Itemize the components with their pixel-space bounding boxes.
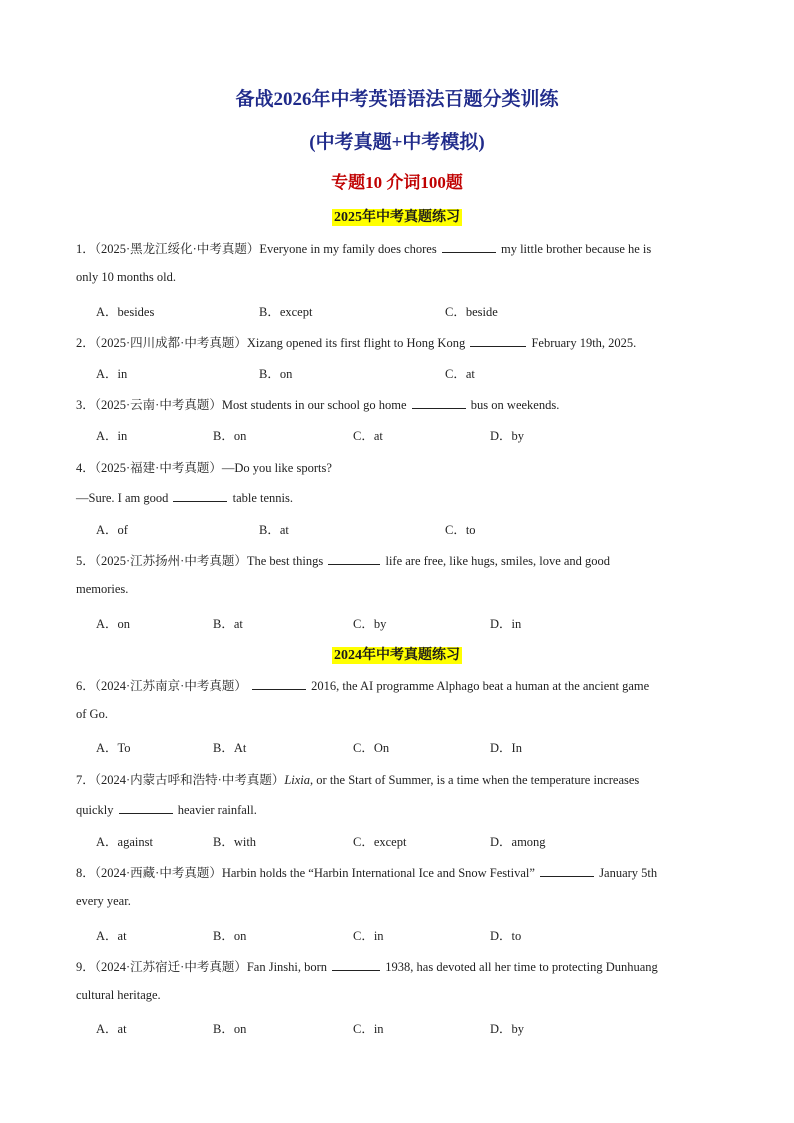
answer-blank[interactable]: [442, 240, 496, 253]
document-subtitle: (中考真题+中考模拟): [309, 132, 485, 153]
question-6-stem-cont: of Go.: [76, 707, 108, 721]
q5-option-b[interactable]: B．at: [213, 617, 243, 631]
q3-option-d[interactable]: D．by: [490, 429, 525, 443]
question-5-stem: 5．（2025·江苏扬州·中考真题）The best things life are free, like hugs, smiles, love and good: [76, 554, 611, 568]
q7-option-c[interactable]: C．except: [353, 835, 407, 849]
q7-option-d[interactable]: D．among: [490, 835, 546, 849]
section-heading-2024: 2024年中考真题练习: [334, 648, 460, 663]
q6-option-b[interactable]: B．At: [213, 741, 247, 755]
question-8-stem-cont: every year.: [76, 894, 131, 908]
question-1-stem-cont: only 10 months old.: [76, 270, 177, 284]
question-1-stem: 1．（2025·黑龙江绥化·中考真题）Everyone in my family does chores my little brother because he is: [76, 242, 652, 256]
q6-option-c[interactable]: C．On: [353, 741, 390, 755]
q4-option-b[interactable]: B．at: [259, 523, 289, 537]
q2-option-c[interactable]: C．at: [445, 367, 475, 381]
q7-option-b[interactable]: B．with: [213, 835, 257, 849]
answer-blank[interactable]: [252, 677, 306, 690]
q1-option-c[interactable]: C．beside: [445, 305, 498, 319]
q1-option-a[interactable]: A．besides: [96, 305, 155, 319]
q9-option-a[interactable]: A．at: [96, 1022, 127, 1036]
question-4-stem: 4．（2025·福建·中考真题）—Do you like sports?: [76, 461, 332, 475]
q8-option-b[interactable]: B．on: [213, 929, 247, 943]
q3-option-c[interactable]: C．at: [353, 429, 383, 443]
answer-blank[interactable]: [328, 552, 380, 565]
q8-option-c[interactable]: C．in: [353, 929, 384, 943]
q5-option-a[interactable]: A．on: [96, 617, 131, 631]
topic-title: 专题10 介词100题: [331, 173, 463, 192]
q9-option-c[interactable]: C．in: [353, 1022, 384, 1036]
answer-blank[interactable]: [412, 396, 466, 409]
q4-option-a[interactable]: A．of: [96, 523, 128, 537]
q8-option-d[interactable]: D．to: [490, 929, 522, 943]
q6-option-a[interactable]: A．To: [96, 741, 131, 755]
q3-option-b[interactable]: B．on: [213, 429, 247, 443]
question-7-stem-cont: quickly heavier rainfall.: [76, 803, 257, 817]
q7-option-a[interactable]: A．against: [96, 835, 153, 849]
q8-option-a[interactable]: A．at: [96, 929, 127, 943]
question-7-stem: 7．（2024·内蒙古呼和浩特·中考真题）Lixia, or the Start of Summer, is a time when the temperature increases: [76, 773, 640, 787]
question-2-stem: 2．（2025·四川成都·中考真题）Xizang opened its first flight to Hong Kong February 19th, 2025.: [76, 336, 637, 350]
q2-option-b[interactable]: B．on: [259, 367, 293, 381]
section-heading-2025: 2025年中考真题练习: [334, 210, 460, 225]
question-3-stem: 3．（2025·云南·中考真题）Most students in our school go home bus on weekends.: [76, 398, 560, 412]
question-4-stem-cont: —Sure. I am good table tennis.: [76, 491, 294, 505]
q3-option-a[interactable]: A．in: [96, 429, 128, 443]
q1-option-b[interactable]: B．except: [259, 305, 313, 319]
document-title: 备战2026年中考英语语法百题分类训练: [235, 89, 559, 110]
question-8-stem: 8．（2024·西藏·中考真题）Harbin holds the “Harbin International Ice and Snow Festival” January 5th: [76, 866, 658, 880]
q6-option-d[interactable]: D．In: [490, 741, 522, 755]
question-6-stem: 6．（2024·江苏南京·中考真题） 2016, the AI programme Alphago beat a human at the ancient game: [76, 679, 650, 693]
question-9-stem-cont: cultural heritage.: [76, 988, 161, 1002]
question-5-stem-cont: memories.: [76, 582, 129, 596]
answer-blank[interactable]: [173, 489, 227, 502]
question-9-stem: 9．（2024·江苏宿迁·中考真题）Fan Jinshi, born 1938, has devoted all her time to protecting Dunhuang: [76, 960, 658, 974]
q5-option-c[interactable]: C．by: [353, 617, 387, 631]
answer-blank[interactable]: [119, 801, 173, 814]
answer-blank[interactable]: [470, 334, 526, 347]
answer-blank[interactable]: [540, 864, 594, 877]
answer-blank[interactable]: [332, 958, 380, 971]
q9-option-d[interactable]: D．by: [490, 1022, 525, 1036]
q2-option-a[interactable]: A．in: [96, 367, 128, 381]
q9-option-b[interactable]: B．on: [213, 1022, 247, 1036]
q4-option-c[interactable]: C．to: [445, 523, 476, 537]
q5-option-d[interactable]: D．in: [490, 617, 522, 631]
